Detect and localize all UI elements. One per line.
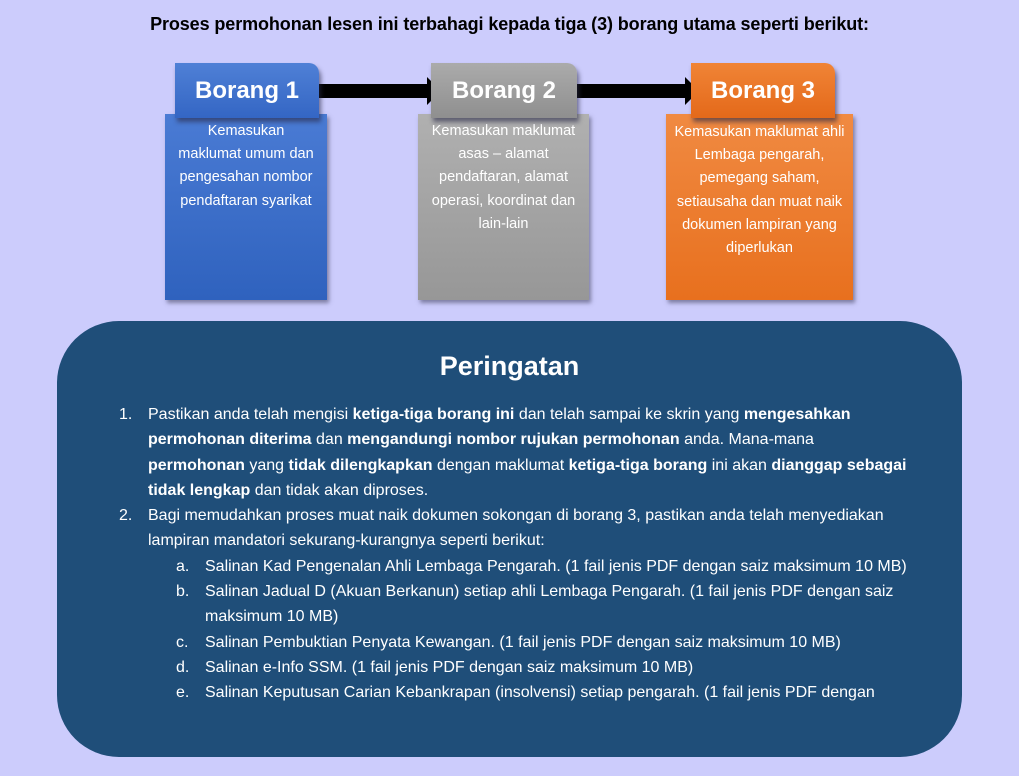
attachment-item-b: b. Salinan Jadual D (Akuan Berkanun) setiap ahli Lembaga Pengarah. (1 fail jenis PDF dengan saiz maksimum 10 MB) xyxy=(57,579,925,630)
borang-3-description: Kemasukan maklumat ahli Lembaga pengarah, pemegang saham, setiausaha dan muat naik dokumen lampiran yang diperlukan xyxy=(666,114,853,300)
attachment-item-d: d. Salinan e-Info SSM. (1 fail jenis PDF dengan saiz maksimum 10 MB) xyxy=(57,655,925,680)
warning-item-2-text: Bagi memudahkan proses muat naik dokumen sokongan di borang 3, pastikan anda telah menyediakan lampiran mandatori sekurang-kurangnya seperti berikut: xyxy=(148,507,884,550)
list-letter: d. xyxy=(176,658,190,676)
list-letter: c. xyxy=(176,633,189,651)
borang-2-title: Borang 2 xyxy=(431,63,577,118)
warning-item-1-text: Pastikan anda telah mengisi ketiga-tiga borang ini dan telah sampai ke skrin yang mengesahkan permohonan diterima dan mengandungi nombor rujukan permohonan anda. Mana-mana permohonan yang tidak dilengkapkan dengan maklumat ketiga-tiga borang ini akan dianggap sebagai tidak lengkap dan tidak akan diproses. xyxy=(148,406,907,499)
list-number: 1. xyxy=(119,406,133,423)
warning-panel xyxy=(57,321,962,757)
list-letter: e. xyxy=(176,684,190,702)
intro-heading: Proses permohonan lesen ini terbahagi kepada tiga (3) borang utama seperti berikut: xyxy=(150,14,869,34)
list-letter: a. xyxy=(176,557,190,575)
warning-item-2 xyxy=(57,503,908,554)
attachment-item-a: a. Salinan Kad Pengenalan Ahli Lembaga Pengarah. (1 fail jenis PDF dengan saiz maksimum 10 MB) xyxy=(57,554,925,579)
list-number: 2. xyxy=(119,507,133,525)
borang-2-description: Kemasukan maklumat asas – alamat pendaftaran, alamat operasi, koordinat dan lain-lain xyxy=(418,114,589,300)
borang-1-description: Kemasukan maklumat umum dan pengesahan nombor pendaftaran syarikat xyxy=(165,114,327,300)
attachment-item-c: c. Salinan Pembuktian Penyata Kewangan. (1 fail jenis PDF dengan saiz maksimum 10 MB) xyxy=(57,630,925,655)
borang-1-title: Borang 1 xyxy=(175,63,319,118)
warning-list xyxy=(57,402,962,706)
attachment-item-e: e. Salinan Keputusan Carian Kebankrapan (insolvensi) setiap pengarah. (1 fail jenis PDF dengan xyxy=(57,680,925,705)
arrow-right-icon xyxy=(577,77,699,105)
list-letter: b. xyxy=(176,583,190,601)
borang-3-title: Borang 3 xyxy=(691,63,835,118)
arrow-right-icon xyxy=(319,77,441,105)
warning-title: Peringatan xyxy=(439,351,580,381)
warning-item-1 xyxy=(57,402,908,503)
